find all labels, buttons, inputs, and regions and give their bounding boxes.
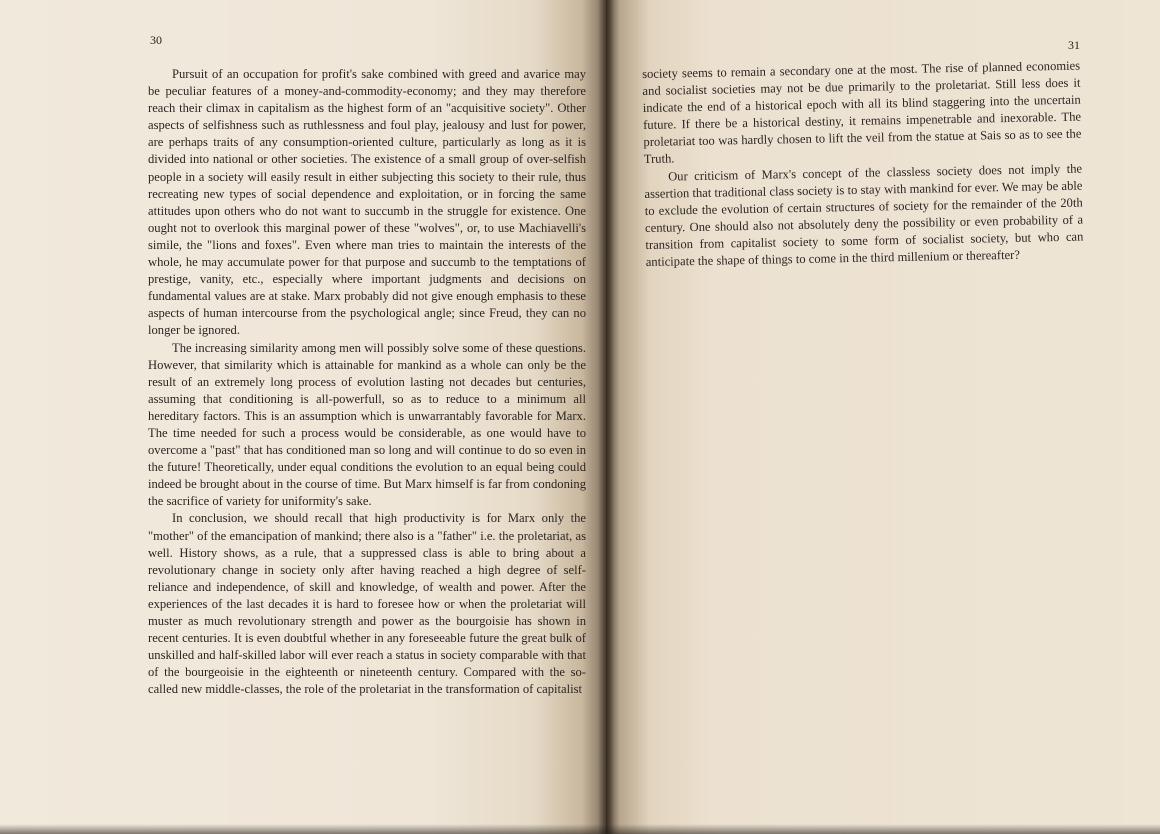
left-paragraph-2: The increasing similarity among men will possibly solve some of these questions. However, that similarity which is attainable for mankind as a whole can only be the result of an extremely long process of evolution lasting not decades but centuries, assuming that conditioning is all-powerfull, so as to reduce to a minimum all hereditary factors. This is an assumption which is unwarrantably favorable for Marx. The time needed for such a process would be considerable, as one would have to overcome a "past" that has conditioned man so long and will continue to do so even in the future! Theoretically, under equal conditions the evolution to an equal being could indeed be brought about in the course of time. But Marx himself is far from condoning the sacrifice of variety for uniformity's sake. — [148, 340, 586, 509]
left-paragraph-1: Pursuit of an occupation for profit's sake combined with greed and avarice may be peculiar features of a money-and-commodity-economy; and they may therefore reach their climax in capitalism as the highest form of an "acquisitive society". Other aspects of selfishness such as ruthlessness and foul play, jealousy and lust for power, are perhaps traits of any consumption-oriented culture, particularly as long as it is divided into national or other societies. The existence of a small group of over-selfish people in a society will easily result in either subjecting this society to their rule, thus recreating new types of social dependence and exploitation, or in forcing the same attitudes upon others who do not want to succumb in the struggle for existence. One ought not to overlook this marginal power of these "wolves", or, to use Machiavelli's simile, the "lions and foxes". Even where man tries to maintain the interests of the whole, he may accumulate power for that purpose and succumb to the temptations of prestige, vanity, etc., especially where important judgments and decisions on fundamental values are at stake. Marx probably did not give enough emphasis to these aspects of human intercourse from the psychological angle; since Freud, they can no longer be ignored. — [148, 67, 586, 338]
left-paragraph-3: In conclusion, we should recall that high productivity is for Marx only the "mother" of the emancipation of mankind; there also is a "father" i.e. the proletariat, as well. History shows, as a rule, that a suppressed class is able to bring about a revolutionary change in society only after having reached a high degree of self-reliance and independence, of skill and knowledge, of wealth and power. After the experiences of the last decades it is hard to foresee how or when the proletariat will muster as much revolutionary strength and power as the bourgoisie has shown in recent centuries. It is even doubtful whether in any foreseeable future the great bulk of unskilled and half-skilled labor will ever reach a status in society comparable with that of the bourgeoisie in the eighteenth or nineteenth century. Compared with the so-called new middle-classes, the role of the proletariat in the transformation of capitalist — [148, 511, 586, 697]
book-gutter — [598, 0, 614, 834]
left-page-text — [148, 66, 586, 698]
right-paragraph-2: Our criticism of Marx's concept of the classless society does not imply the assertion that traditional class society is to stay with mankind for ever. We may be able to exclude the evolution of certain structures of society for the remainder of the 20th century. One should also not absolutely deny the possibility or even probability of a transition from capitalist society to some form of socialist society, but who can anticipate the shape of things to come in the third millenium or thereafter? — [644, 161, 1084, 269]
left-page-number: 30 — [150, 33, 162, 47]
right-page-text — [642, 58, 1084, 271]
right-page — [606, 0, 1160, 834]
page-bottom-edge — [0, 824, 1160, 834]
right-page-number: 31 — [1068, 38, 1080, 52]
right-paragraph-1: society seems to remain a secondary one at the most. The rise of planned economies and socialist societies may not be due primarily to the proletariat. Still less does it indicate the end of a historical epoch with all its blind staggering into the uncertain future. If there be a historical destiny, it remains impenetrable and inexorable. The proletariat too was hardly chosen to lift the veil from the statue at Sais so as to see the Truth. — [642, 58, 1082, 167]
